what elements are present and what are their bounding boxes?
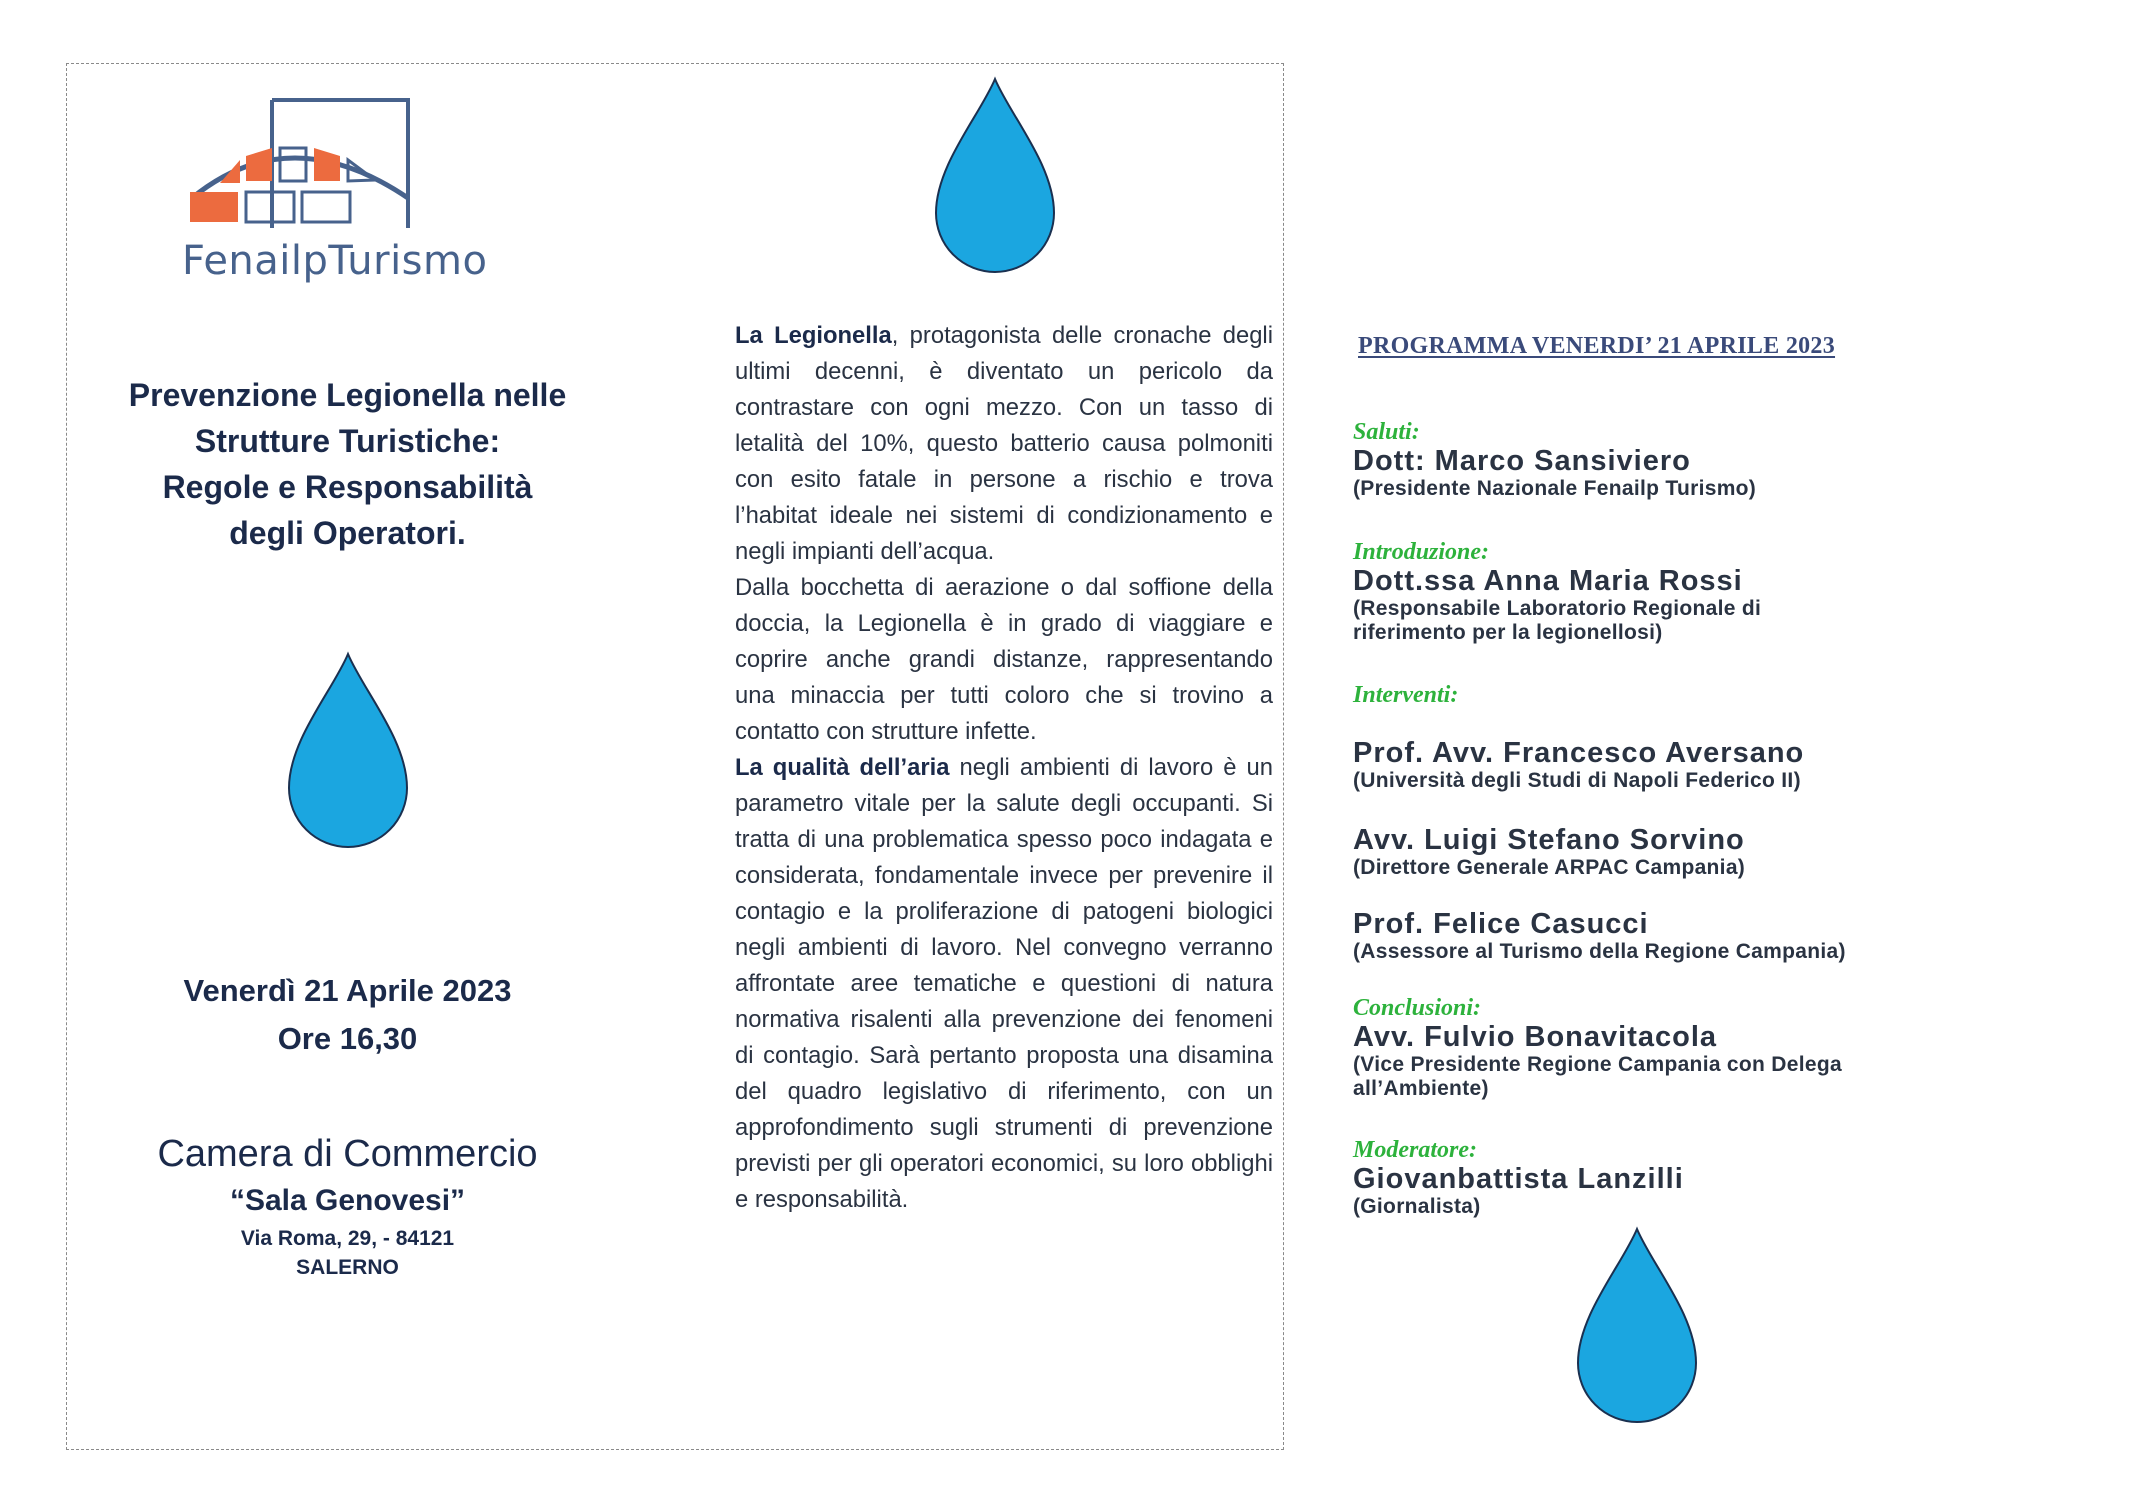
program-saluti [1353, 419, 2133, 501]
speaker-role: (Responsabile Laboratorio Regionale di [1353, 597, 1762, 620]
speaker-name: Avv. Luigi Stefano Sorvino [1353, 824, 1745, 856]
speaker-name: Prof. Felice Casucci [1353, 908, 1649, 940]
speaker-role: (Vice Presidente Regione Campania con Delega [1353, 1053, 1842, 1076]
program-introduzione [1353, 539, 2133, 645]
paragraph: Dalla bocchetta di aerazione o dal soffione della doccia, la Legionella è in grado di viaggiare e coprire anche grandi distanze, rappresentando una minaccia per tutti coloro che si trovino a contatto con strutture infette. [735, 574, 1273, 745]
description-text [735, 318, 1273, 1218]
section-label: Introduzione: [1353, 539, 1490, 565]
paragraph-text: negli ambienti di lavoro è un parametro vitale per la salute degli occupanti. Si tratta di una problematica spesso poco indagata e considerata, fondamentale invece per prevenire il contagio e la proliferazione di patogeni biologici negli ambienti di lavoro. Nel convegno verranno affrontate aree tematiche e questioni di natura normativa risalenti alla prevenzione dei fenomeni di contagio. Sarà pertanto proposta una disamina del quadro legislativo di riferimento, con un approfondimento sugli strumenti di prevenzione previsti per gli operatori economici, su loro obblighi e responsabilità. [735, 754, 1274, 1213]
bold-phrase: La qualità dell’aria [735, 754, 950, 781]
program-speaker [1353, 824, 2133, 880]
event-time: Ore 16,30 [277, 1021, 418, 1056]
paragraph-text: , protagonista delle cronache degli ultimi decenni, è diventato un pericolo da contrastare con ogni mezzo. Con un tasso di letalità del 10%, questo batterio causa polmoniti con esito fatale in persone a rischio e trova l’habitat ideale nei sistemi di condizionamento e negli impianti dell’acqua. [735, 322, 1273, 565]
speaker-name: Avv. Fulvio Bonavitacola [1353, 1021, 1718, 1053]
program-interventi [1353, 682, 2133, 708]
title-line: Strutture Turistiche: [194, 423, 501, 459]
speaker-role: riferimento per la legionellosi) [1353, 621, 1663, 644]
speaker-name: Giovanbattista Lanzilli [1353, 1163, 1684, 1195]
venue-name: Camera di Commercio [157, 1133, 538, 1175]
water-drop-icon [930, 75, 1060, 275]
program-moderatore [1353, 1137, 2133, 1219]
section-label: Moderatore: [1353, 1137, 1477, 1163]
program-conclusioni [1353, 995, 2133, 1101]
speaker-role: (Giornalista) [1353, 1195, 1481, 1218]
title-line: Regole e Responsabilità [162, 469, 533, 505]
title-line: Prevenzione Legionella nelle [128, 377, 567, 413]
speaker-role: all’Ambiente) [1353, 1077, 1489, 1100]
speaker-role: (Assessore al Turismo della Regione Campania) [1353, 940, 1846, 963]
water-drop-icon [1572, 1225, 1702, 1425]
section-label: Saluti: [1353, 419, 1420, 445]
venue-city: SALERNO [296, 1256, 399, 1279]
speaker-role: (Presidente Nazionale Fenailp Turismo) [1353, 477, 1757, 500]
program-title: PROGRAMMA VENERDI’ 21 APRILE 2023 [1358, 333, 1836, 359]
section-label: Conclusioni: [1353, 995, 1482, 1021]
event-title [70, 372, 625, 556]
speaker-name: Dott.ssa Anna Maria Rossi [1353, 565, 1743, 597]
event-date: Venerdì 21 Aprile 2023 [183, 973, 512, 1008]
venue-hall: “Sala Genovesi” [229, 1184, 466, 1217]
speaker-name: Prof. Avv. Francesco Aversano [1353, 737, 1805, 769]
water-drop-icon [283, 650, 413, 850]
paragraph [735, 750, 1273, 1218]
title-line: degli Operatori. [229, 515, 466, 551]
bold-phrase: La Legionella [735, 322, 892, 349]
paragraph [735, 318, 1273, 570]
speaker-role: (Università degli Studi di Napoli Federico II) [1353, 769, 1801, 792]
venue-address: Via Roma, 29, - 84121 [240, 1227, 455, 1250]
speaker-name: Dott: Marco Sansiviero [1353, 445, 1691, 477]
program-speaker [1353, 908, 2133, 964]
program-speaker [1353, 737, 2133, 793]
section-label: Interventi: [1353, 682, 1459, 708]
speaker-role: (Direttore Generale ARPAC Campania) [1353, 856, 1746, 879]
logo-mark-icon [180, 98, 420, 233]
logo-text: FenailpTurismo [182, 238, 488, 284]
